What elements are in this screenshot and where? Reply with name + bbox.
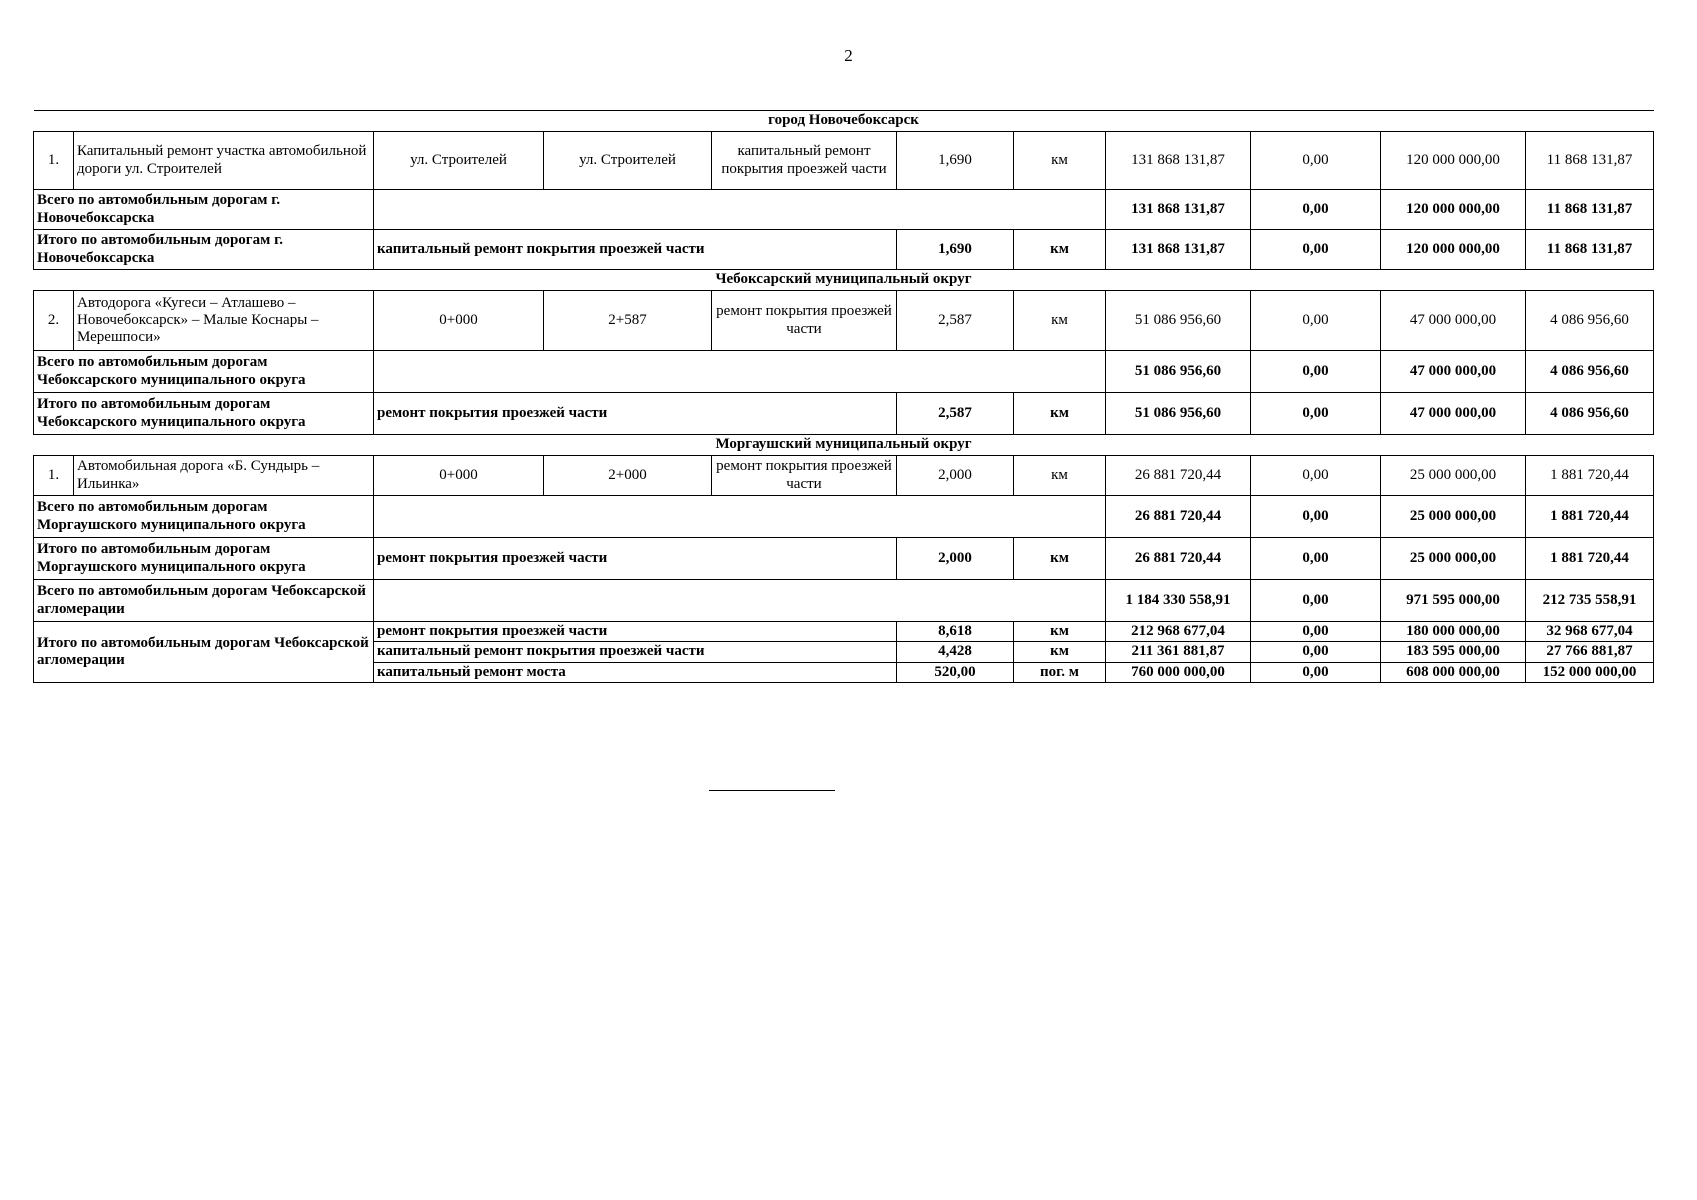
amount-col1: 0,00 bbox=[1251, 351, 1381, 393]
amount-col1: 0,00 bbox=[1251, 538, 1381, 580]
table-row bbox=[34, 456, 1654, 496]
work-type: ремонт покрытия проезжей части bbox=[374, 622, 897, 642]
amount-col3: 11 868 131,87 bbox=[1526, 132, 1654, 190]
total-label: Итого по автомобильным дорогам Чебоксарского муниципального округа bbox=[34, 393, 374, 435]
row-number: 1. bbox=[34, 456, 74, 496]
unit: пог. м bbox=[1014, 662, 1106, 682]
amount-col3: 1 881 720,44 bbox=[1526, 496, 1654, 538]
total-amount: 131 868 131,87 bbox=[1106, 190, 1251, 230]
section-header bbox=[34, 435, 1654, 456]
total-amount: 760 000 000,00 bbox=[1106, 662, 1251, 682]
amount-col2: 47 000 000,00 bbox=[1381, 351, 1526, 393]
amount-col1: 0,00 bbox=[1251, 662, 1381, 682]
page-number: 2 bbox=[844, 46, 853, 65]
amount-col3: 1 881 720,44 bbox=[1526, 538, 1654, 580]
road-repair-table bbox=[33, 110, 1654, 683]
subtotal-row bbox=[34, 190, 1654, 230]
start-point: 0+000 bbox=[374, 291, 544, 351]
empty-cell bbox=[374, 580, 1106, 622]
section-header bbox=[34, 111, 1654, 132]
end-of-document-line bbox=[709, 790, 835, 791]
subtotal-label: Всего по автомобильным дорогам г. Новочебоксарска bbox=[34, 190, 374, 230]
amount-col2: 47 000 000,00 bbox=[1381, 291, 1526, 351]
section-title: город Новочебоксарск bbox=[34, 111, 1654, 132]
unit: км bbox=[1014, 622, 1106, 642]
section-title: Моргаушский муниципальный округ bbox=[34, 435, 1654, 456]
table-row bbox=[34, 132, 1654, 190]
total-amount: 26 881 720,44 bbox=[1106, 538, 1251, 580]
amount-col2: 608 000 000,00 bbox=[1381, 662, 1526, 682]
subtotal-row bbox=[34, 496, 1654, 538]
amount-col1: 0,00 bbox=[1251, 291, 1381, 351]
length: 1,690 bbox=[897, 132, 1014, 190]
total-label: Итого по автомобильным дорогам Чебоксарской агломерации bbox=[34, 622, 374, 683]
subtotal-row bbox=[34, 351, 1654, 393]
amount-col2: 25 000 000,00 bbox=[1381, 496, 1526, 538]
unit: км bbox=[1014, 393, 1106, 435]
amount-col1: 0,00 bbox=[1251, 642, 1381, 662]
subtotal-label: Всего по автомобильным дорогам Чебоксарской агломерации bbox=[34, 580, 374, 622]
total-label: Итого по автомобильным дорогам г. Новочебоксарска bbox=[34, 230, 374, 270]
end-point: ул. Строителей bbox=[544, 132, 712, 190]
amount-col1: 0,00 bbox=[1251, 580, 1381, 622]
unit: км bbox=[1014, 538, 1106, 580]
amount-col2: 25 000 000,00 bbox=[1381, 456, 1526, 496]
amount-col1: 0,00 bbox=[1251, 190, 1381, 230]
work-type: капитальный ремонт покрытия проезжей части bbox=[712, 132, 897, 190]
unit: км bbox=[1014, 456, 1106, 496]
total-amount: 131 868 131,87 bbox=[1106, 132, 1251, 190]
work-type: капитальный ремонт моста bbox=[374, 662, 897, 682]
total-amount: 1 184 330 558,91 bbox=[1106, 580, 1251, 622]
amount-col3: 27 766 881,87 bbox=[1526, 642, 1654, 662]
total-amount: 51 086 956,60 bbox=[1106, 351, 1251, 393]
total-row bbox=[34, 230, 1654, 270]
amount-col2: 120 000 000,00 bbox=[1381, 230, 1526, 270]
agglomeration-total-row bbox=[34, 622, 1654, 642]
total-row bbox=[34, 393, 1654, 435]
unit: км bbox=[1014, 642, 1106, 662]
total-amount: 211 361 881,87 bbox=[1106, 642, 1251, 662]
amount-col1: 0,00 bbox=[1251, 230, 1381, 270]
work-type: ремонт покрытия проезжей части bbox=[374, 393, 897, 435]
total-amount: 26 881 720,44 bbox=[1106, 496, 1251, 538]
length: 4,428 bbox=[897, 642, 1014, 662]
amount-col2: 120 000 000,00 bbox=[1381, 132, 1526, 190]
amount-col3: 152 000 000,00 bbox=[1526, 662, 1654, 682]
subtotal-label: Всего по автомобильным дорогам Моргаушского муниципального округа bbox=[34, 496, 374, 538]
total-amount: 26 881 720,44 bbox=[1106, 456, 1251, 496]
length: 1,690 bbox=[897, 230, 1014, 270]
amount-col2: 47 000 000,00 bbox=[1381, 393, 1526, 435]
length: 2,587 bbox=[897, 393, 1014, 435]
empty-cell bbox=[374, 496, 1106, 538]
table-row bbox=[34, 291, 1654, 351]
total-amount: 51 086 956,60 bbox=[1106, 393, 1251, 435]
amount-col3: 32 968 677,04 bbox=[1526, 622, 1654, 642]
row-number: 2. bbox=[34, 291, 74, 351]
amount-col1: 0,00 bbox=[1251, 622, 1381, 642]
amount-col1: 0,00 bbox=[1251, 132, 1381, 190]
total-label: Итого по автомобильным дорогам Моргаушского муниципального округа bbox=[34, 538, 374, 580]
subtotal-label: Всего по автомобильным дорогам Чебоксарского муниципального округа bbox=[34, 351, 374, 393]
work-type: капитальный ремонт покрытия проезжей части bbox=[374, 230, 897, 270]
start-point: 0+000 bbox=[374, 456, 544, 496]
work-type: ремонт покрытия проезжей части bbox=[712, 456, 897, 496]
work-type: ремонт покрытия проезжей части bbox=[712, 291, 897, 351]
section-header bbox=[34, 270, 1654, 291]
amount-col3: 4 086 956,60 bbox=[1526, 351, 1654, 393]
road-name: Капитальный ремонт участка автомобильной дороги ул. Строителей bbox=[74, 132, 374, 190]
length: 8,618 bbox=[897, 622, 1014, 642]
amount-col3: 212 735 558,91 bbox=[1526, 580, 1654, 622]
unit: км bbox=[1014, 132, 1106, 190]
end-point: 2+587 bbox=[544, 291, 712, 351]
amount-col3: 1 881 720,44 bbox=[1526, 456, 1654, 496]
amount-col1: 0,00 bbox=[1251, 496, 1381, 538]
total-row bbox=[34, 538, 1654, 580]
amount-col3: 11 868 131,87 bbox=[1526, 230, 1654, 270]
section-title: Чебоксарский муниципальный округ bbox=[34, 270, 1654, 291]
agglomeration-subtotal-row bbox=[34, 580, 1654, 622]
amount-col2: 120 000 000,00 bbox=[1381, 190, 1526, 230]
work-type: капитальный ремонт покрытия проезжей части bbox=[374, 642, 897, 662]
length: 520,00 bbox=[897, 662, 1014, 682]
unit: км bbox=[1014, 230, 1106, 270]
amount-col3: 11 868 131,87 bbox=[1526, 190, 1654, 230]
road-name: Автодорога «Кугеси – Атлашево – Новочебоксарск» – Малые Коснары – Мерешпоси» bbox=[74, 291, 374, 351]
total-amount: 212 968 677,04 bbox=[1106, 622, 1251, 642]
amount-col2: 183 595 000,00 bbox=[1381, 642, 1526, 662]
amount-col1: 0,00 bbox=[1251, 393, 1381, 435]
amount-col1: 0,00 bbox=[1251, 456, 1381, 496]
length: 2,000 bbox=[897, 538, 1014, 580]
amount-col2: 25 000 000,00 bbox=[1381, 538, 1526, 580]
amount-col2: 180 000 000,00 bbox=[1381, 622, 1526, 642]
empty-cell bbox=[374, 190, 1106, 230]
amount-col2: 971 595 000,00 bbox=[1381, 580, 1526, 622]
length: 2,000 bbox=[897, 456, 1014, 496]
total-amount: 131 868 131,87 bbox=[1106, 230, 1251, 270]
length: 2,587 bbox=[897, 291, 1014, 351]
work-type: ремонт покрытия проезжей части bbox=[374, 538, 897, 580]
total-amount: 51 086 956,60 bbox=[1106, 291, 1251, 351]
row-number: 1. bbox=[34, 132, 74, 190]
start-point: ул. Строителей bbox=[374, 132, 544, 190]
amount-col3: 4 086 956,60 bbox=[1526, 393, 1654, 435]
empty-cell bbox=[374, 351, 1106, 393]
end-point: 2+000 bbox=[544, 456, 712, 496]
road-name: Автомобильная дорога «Б. Сундырь – Ильинка» bbox=[74, 456, 374, 496]
amount-col3: 4 086 956,60 bbox=[1526, 291, 1654, 351]
unit: км bbox=[1014, 291, 1106, 351]
